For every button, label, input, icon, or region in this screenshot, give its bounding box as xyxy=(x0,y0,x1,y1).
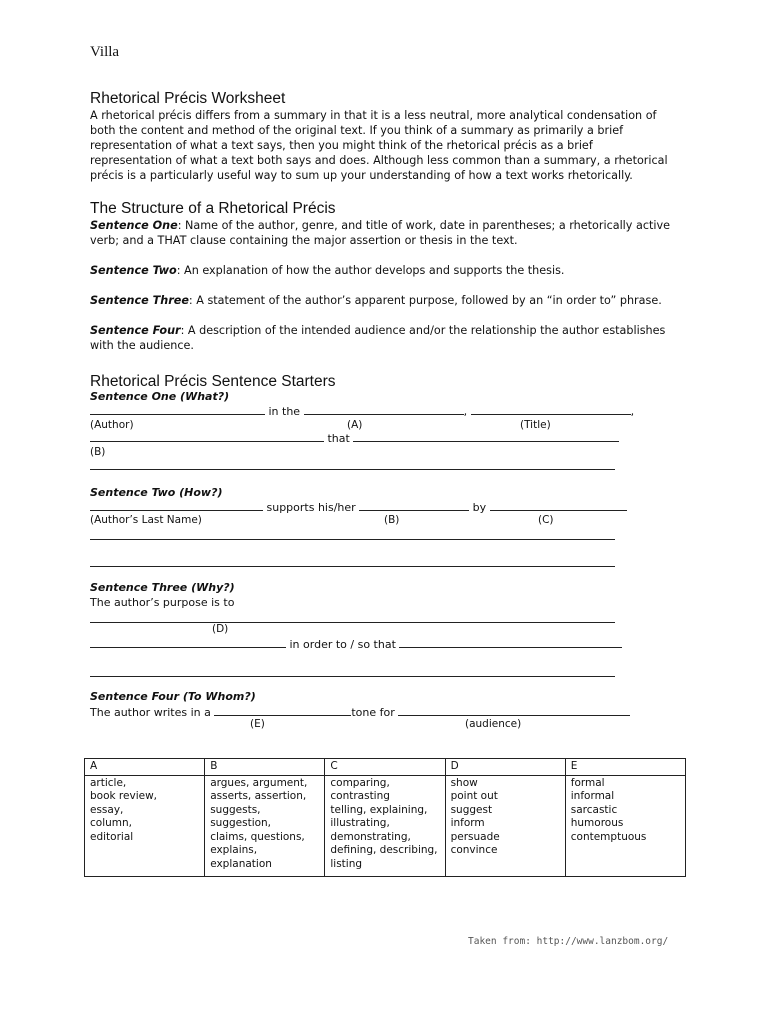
label-last-name: (Author’s Last Name) xyxy=(90,514,202,526)
sentence-one-line-1: in the , , xyxy=(90,404,670,419)
sentence-four-heading: Sentence Four (To Whom?) xyxy=(90,690,256,703)
tone-blank[interactable] xyxy=(214,705,351,716)
structure-item-label: Sentence One xyxy=(90,219,178,232)
tone-options: formal informal sarcastic humorous contemptuous xyxy=(565,775,685,876)
sentence-two-line-2[interactable] xyxy=(90,539,615,540)
purpose-options: show point out suggest inform persuade convince xyxy=(445,775,565,876)
structure-item-1 xyxy=(90,218,670,248)
table-row xyxy=(85,775,686,876)
audience-blank[interactable] xyxy=(398,705,630,716)
structure-item-3 xyxy=(90,293,670,308)
label-e: (E) xyxy=(250,718,265,730)
source-footer: Taken from: http://www.lanzbom.org/ xyxy=(468,936,669,947)
label-b: (B) xyxy=(384,514,400,526)
sentence-four-line-1: The author writes in a tone for xyxy=(90,705,670,720)
purpose-blank[interactable] xyxy=(90,637,286,648)
column-header: D xyxy=(445,759,565,776)
structure-item-text: : An explanation of how the author develops and supports the thesis. xyxy=(176,264,565,277)
genre-options: article, book review, essay, column, editorial xyxy=(85,775,205,876)
structure-item-text: : A description of the intended audience and/or the relationship the author establishes with the audience. xyxy=(90,324,666,352)
reference-table xyxy=(84,758,686,877)
method-options: comparing, contrasting telling, explaining, illustrating, demonstrating, defining, describing, listing xyxy=(325,775,445,876)
genre-blank[interactable] xyxy=(304,404,464,415)
intro-paragraph: A rhetorical précis differs from a summary in that it is a less neutral, more analytical condensation of both the content and method of the original text. If you think of a summary as primarily a brief representation of what a text says, then you might think of the rhetorical précis as a brief representation of what a text both says and does. Although less common than a summary, a rhetorical précis is a particularly useful way to sum up your understanding of how a text works rhetorically. xyxy=(90,109,668,182)
sentence-three-line-3[interactable] xyxy=(90,676,615,677)
structure-item-4 xyxy=(90,323,670,353)
starters-title: Rhetorical Précis Sentence Starters xyxy=(90,373,336,390)
header-name: Villa xyxy=(90,44,120,60)
structure-item-label: Sentence Three xyxy=(90,294,189,307)
structure-item-label: Sentence Two xyxy=(90,264,177,277)
sentence-three-line-2: in order to / so that xyxy=(90,637,670,652)
title-blank[interactable] xyxy=(471,404,631,415)
column-header: A xyxy=(85,759,205,776)
sentence-three-heading: Sentence Three (Why?) xyxy=(90,581,235,594)
verb-blank[interactable] xyxy=(90,431,324,442)
column-header: B xyxy=(205,759,325,776)
label-title: (Title) xyxy=(520,419,551,431)
column-header: E xyxy=(565,759,685,776)
structure-item-text: : Name of the author, genre, and title of work, date in parentheses; a rhetorically active verb; and a THAT clause containing the major assertion or thesis in the text. xyxy=(90,219,670,247)
verb-options: argues, argument, asserts, assertion, suggests, suggestion, claims, questions, explains, explanation xyxy=(205,775,325,876)
last-name-blank[interactable] xyxy=(90,500,263,511)
table-header-row xyxy=(85,759,686,776)
goal-blank[interactable] xyxy=(399,637,622,648)
sentence-one-line-2: that xyxy=(90,431,670,446)
support-blank[interactable] xyxy=(359,500,469,511)
purpose-line[interactable] xyxy=(90,622,615,623)
label-b: (B) xyxy=(90,446,106,458)
structure-item-label: Sentence Four xyxy=(90,324,181,337)
column-header: C xyxy=(325,759,445,776)
structure-title: The Structure of a Rhetorical Précis xyxy=(90,200,336,217)
label-audience: (audience) xyxy=(465,718,522,730)
label-d: (D) xyxy=(212,623,229,635)
sentence-two-line-1: supports his/her by xyxy=(90,500,670,515)
structure-item-2 xyxy=(90,263,670,278)
sentence-one-heading: Sentence One (What?) xyxy=(90,390,230,403)
thesis-continuation-line[interactable] xyxy=(90,469,615,470)
purpose-text: The author’s purpose is to xyxy=(90,596,235,609)
worksheet-title: Rhetorical Précis Worksheet xyxy=(90,90,286,107)
label-author: (Author) xyxy=(90,419,134,431)
label-c: (C) xyxy=(538,514,554,526)
method-blank[interactable] xyxy=(490,500,627,511)
label-a: (A) xyxy=(347,419,363,431)
structure-item-text: : A statement of the author’s apparent purpose, followed by an “in order to” phrase. xyxy=(188,294,662,307)
sentence-two-heading: Sentence Two (How?) xyxy=(90,486,223,499)
sentence-two-line-3[interactable] xyxy=(90,566,615,567)
thesis-blank[interactable] xyxy=(353,431,619,442)
author-blank[interactable] xyxy=(90,404,265,415)
